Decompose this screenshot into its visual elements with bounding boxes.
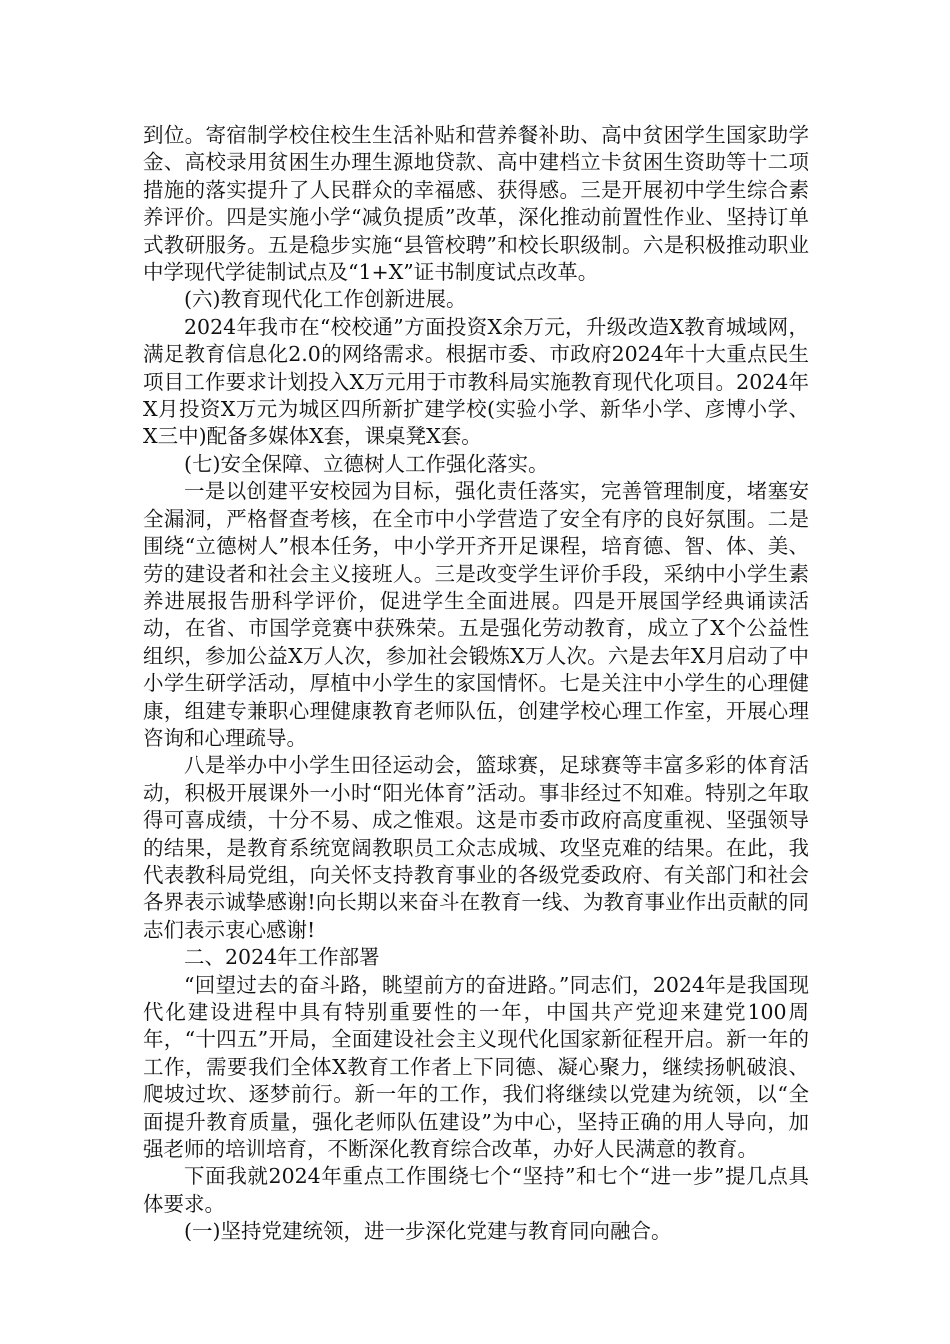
section-heading-7: (七)安全保障、立德树人工作强化落实。 [184,451,549,476]
paragraph-requirements-intro: 下面我就2024年重点工作围绕七个“坚持”和七个“进一步”提几点具体要求。 [143,1164,809,1216]
paragraph-continuation: 到位。寄宿制学校住校生生活补贴和营养餐补助、高中贫困学生国家助学金、高校录用贫困生办理生源地贷款、高中建档立卡贫困生资助等十二项措施的落实提升了人民群众的幸福感、获得感。三是开展初中学生综合素养评价。四是实施小学“减负提质”改革，深化推动前置性作业、坚持订单式教研服务。五是稳步实施“县管校聘”和校长职级制。六是积极推动职业中学现代学徒制试点及“1+X”证书制度试点改革。 [143,123,809,285]
paragraph-sports-and-thanks: 八是举办中小学生田径运动会，篮球赛，足球赛等丰富多彩的体育活动，积极开展课外一小时“阳光体育”活动。事非经过不知难。特别之年取得可喜成绩，十分不易、成之惟艰。这是市委市政府高度重视、坚强领导的结果，是教育系统宽阔教职员工众志成城、攻坚克难的结果。在此，我代表教科局党组，向关怀支持教育事业的各级党委政府、有关部门和社会各界表示诚挚感谢!向长期以来奋斗在教育一线、为教育事业作出贡献的同志们表示衷心感谢! [143,753,809,942]
section-heading-1: (一)坚持党建统领，进一步深化党建与教育同向融合。 [184,1219,672,1244]
paragraph-education-modernization: 2024年我市在“校校通”方面投资X余万元，升级改造X教育城域网，满足教育信息化2.0的网络需求。根据市委、市政府2024年十大重点民生项目工作要求计划投入X万元用于市教科局实施教育现代化项目。2024年X月投资X万元为城区四所新扩建学校(实验小学、新华小学、彦博小学、X三中)配备多媒体X套，课桌凳X套。 [143,314,809,449]
paragraph-2024-overview: “回望过去的奋斗路，眺望前方的奋进路。”同志们，2024年是我国现代化建设进程中具有特别重要性的一年，中国共产党迎来建党100周年，“十四五”开局，全面建设社会主义现代化国家新征程开启。新一年的工作，需要我们全体X教育工作者上下同德、凝心聚力，继续扬帆破浪、爬坡过坎、逐梦前行。新一年的工作，我们将继续以党建为统领，以“全面提升教育质量，强化老师队伍建设”为中心，坚持正确的用人导向，加强老师的培训培育，不断深化教育综合改革，办好人民满意的教育。 [143,972,809,1162]
document-page [143,122,809,1246]
section-heading-work-plan: 二、2024年工作部署 [184,945,380,970]
paragraph-safety-moral-education: 一是以创建平安校园为目标，强化责任落实，完善管理制度，堵塞安全漏洞，严格督查考核，在全市中小学营造了安全有序的良好氛围。二是围绕“立德树人”根本任务，中小学开齐开足课程，培育德、智、体、美、劳的建设者和社会主义接班人。三是改变学生评价手段，采纳中小学生素养进展报告册科学评价，促进学生全面进展。四是开展国学经典诵读活动，在省、市国学竞赛中获殊荣。五是强化劳动教育，成立了X个公益性组织，参加公益X万人次，参加社会锻炼X万人次。六是去年X月启动了中小学生研学活动，厚植中小学生的家国情怀。七是关注中小学生的心理健康，组建专兼职心理健康教育老师队伍，创建学校心理工作室，开展心理咨询和心理疏导。 [143,479,809,750]
section-heading-6: (六)教育现代化工作创新进展。 [184,287,467,312]
